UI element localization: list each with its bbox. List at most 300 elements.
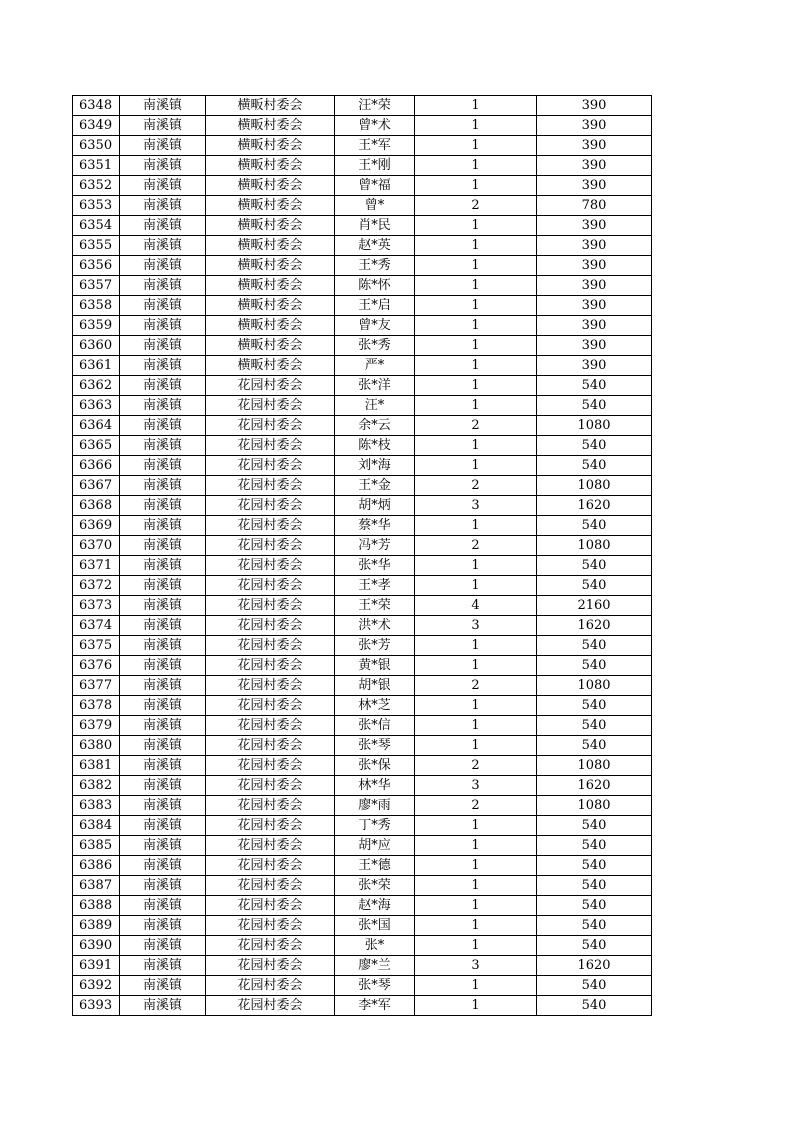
village-committee-cell: 花园村委会 (206, 976, 335, 996)
row-number-cell: 6393 (73, 996, 120, 1016)
amount-cell: 390 (537, 136, 652, 156)
town-cell: 南溪镇 (120, 716, 206, 736)
village-committee-cell: 花园村委会 (206, 736, 335, 756)
name-cell: 王*孝 (335, 576, 415, 596)
table-row (73, 96, 652, 116)
town-cell: 南溪镇 (120, 956, 206, 976)
table-row (73, 996, 652, 1016)
count-cell: 2 (415, 536, 537, 556)
name-cell: 严* (335, 356, 415, 376)
row-number-cell: 6364 (73, 416, 120, 436)
row-number-cell: 6388 (73, 896, 120, 916)
count-cell: 1 (415, 916, 537, 936)
table-row (73, 416, 652, 436)
table-row (73, 816, 652, 836)
village-committee-cell: 花园村委会 (206, 716, 335, 736)
row-number-cell: 6358 (73, 296, 120, 316)
row-number-cell: 6350 (73, 136, 120, 156)
row-number-cell: 6375 (73, 636, 120, 656)
row-number-cell: 6386 (73, 856, 120, 876)
town-cell: 南溪镇 (120, 976, 206, 996)
village-committee-cell: 横畈村委会 (206, 176, 335, 196)
town-cell: 南溪镇 (120, 916, 206, 936)
count-cell: 1 (415, 356, 537, 376)
town-cell: 南溪镇 (120, 336, 206, 356)
row-number-cell: 6366 (73, 456, 120, 476)
amount-cell: 540 (537, 436, 652, 456)
count-cell: 1 (415, 376, 537, 396)
table-row (73, 296, 652, 316)
amount-cell: 540 (537, 896, 652, 916)
village-committee-cell: 花园村委会 (206, 576, 335, 596)
table-row (73, 216, 652, 236)
row-number-cell: 6381 (73, 756, 120, 776)
count-cell: 1 (415, 576, 537, 596)
name-cell: 张*琴 (335, 736, 415, 756)
name-cell: 赵*海 (335, 896, 415, 916)
village-committee-cell: 花园村委会 (206, 896, 335, 916)
town-cell: 南溪镇 (120, 296, 206, 316)
village-committee-cell: 花园村委会 (206, 776, 335, 796)
amount-cell: 1080 (537, 796, 652, 816)
row-number-cell: 6387 (73, 876, 120, 896)
village-committee-cell: 横畈村委会 (206, 296, 335, 316)
row-number-cell: 6370 (73, 536, 120, 556)
count-cell: 1 (415, 936, 537, 956)
amount-cell: 540 (537, 736, 652, 756)
row-number-cell: 6356 (73, 256, 120, 276)
row-number-cell: 6391 (73, 956, 120, 976)
row-number-cell: 6351 (73, 156, 120, 176)
name-cell: 李*军 (335, 996, 415, 1016)
town-cell: 南溪镇 (120, 316, 206, 336)
name-cell: 肖*民 (335, 216, 415, 236)
amount-cell: 540 (537, 856, 652, 876)
town-cell: 南溪镇 (120, 876, 206, 896)
amount-cell: 390 (537, 116, 652, 136)
village-committee-cell: 横畈村委会 (206, 136, 335, 156)
town-cell: 南溪镇 (120, 496, 206, 516)
count-cell: 3 (415, 616, 537, 636)
table-row (73, 916, 652, 936)
amount-cell: 390 (537, 176, 652, 196)
row-number-cell: 6363 (73, 396, 120, 416)
amount-cell: 390 (537, 336, 652, 356)
name-cell: 张*秀 (335, 336, 415, 356)
row-number-cell: 6357 (73, 276, 120, 296)
count-cell: 1 (415, 336, 537, 356)
name-cell: 张*洋 (335, 376, 415, 396)
amount-cell: 540 (537, 376, 652, 396)
name-cell: 王*军 (335, 136, 415, 156)
name-cell: 余*云 (335, 416, 415, 436)
count-cell: 1 (415, 236, 537, 256)
table-row (73, 876, 652, 896)
village-committee-cell: 花园村委会 (206, 856, 335, 876)
count-cell: 1 (415, 176, 537, 196)
row-number-cell: 6360 (73, 336, 120, 356)
amount-cell: 540 (537, 396, 652, 416)
table-row (73, 976, 652, 996)
name-cell: 刘*海 (335, 456, 415, 476)
table-row (73, 696, 652, 716)
town-cell: 南溪镇 (120, 96, 206, 116)
village-committee-cell: 花园村委会 (206, 376, 335, 396)
count-cell: 1 (415, 296, 537, 316)
row-number-cell: 6352 (73, 176, 120, 196)
row-number-cell: 6372 (73, 576, 120, 596)
town-cell: 南溪镇 (120, 696, 206, 716)
village-committee-cell: 花园村委会 (206, 656, 335, 676)
count-cell: 1 (415, 696, 537, 716)
name-cell: 胡*炳 (335, 496, 415, 516)
table-row (73, 836, 652, 856)
row-number-cell: 6376 (73, 656, 120, 676)
count-cell: 1 (415, 896, 537, 916)
town-cell: 南溪镇 (120, 216, 206, 236)
count-cell: 3 (415, 956, 537, 976)
village-committee-cell: 花园村委会 (206, 516, 335, 536)
name-cell: 张* (335, 936, 415, 956)
amount-cell: 390 (537, 96, 652, 116)
count-cell: 2 (415, 796, 537, 816)
count-cell: 1 (415, 216, 537, 236)
village-committee-cell: 花园村委会 (206, 936, 335, 956)
row-number-cell: 6385 (73, 836, 120, 856)
amount-cell: 540 (537, 816, 652, 836)
row-number-cell: 6367 (73, 476, 120, 496)
name-cell: 王*金 (335, 476, 415, 496)
village-committee-cell: 横畈村委会 (206, 196, 335, 216)
village-committee-cell: 横畈村委会 (206, 236, 335, 256)
name-cell: 张*荣 (335, 876, 415, 896)
row-number-cell: 6384 (73, 816, 120, 836)
amount-cell: 540 (537, 656, 652, 676)
village-committee-cell: 横畈村委会 (206, 276, 335, 296)
table-row (73, 476, 652, 496)
amount-cell: 390 (537, 156, 652, 176)
row-number-cell: 6382 (73, 776, 120, 796)
table-row (73, 256, 652, 276)
town-cell: 南溪镇 (120, 856, 206, 876)
table-row (73, 156, 652, 176)
town-cell: 南溪镇 (120, 656, 206, 676)
amount-cell: 1080 (537, 676, 652, 696)
village-committee-cell: 花园村委会 (206, 596, 335, 616)
name-cell: 陈*怀 (335, 276, 415, 296)
count-cell: 1 (415, 436, 537, 456)
row-number-cell: 6359 (73, 316, 120, 336)
village-committee-cell: 花园村委会 (206, 496, 335, 516)
town-cell: 南溪镇 (120, 596, 206, 616)
table-row (73, 356, 652, 376)
name-cell: 王*德 (335, 856, 415, 876)
name-cell: 廖*雨 (335, 796, 415, 816)
table-row (73, 596, 652, 616)
town-cell: 南溪镇 (120, 776, 206, 796)
table-row (73, 176, 652, 196)
count-cell: 1 (415, 556, 537, 576)
amount-cell: 780 (537, 196, 652, 216)
amount-cell: 540 (537, 716, 652, 736)
row-number-cell: 6361 (73, 356, 120, 376)
count-cell: 1 (415, 836, 537, 856)
table-row (73, 336, 652, 356)
name-cell: 王*启 (335, 296, 415, 316)
count-cell: 2 (415, 676, 537, 696)
town-cell: 南溪镇 (120, 936, 206, 956)
table-row (73, 936, 652, 956)
count-cell: 1 (415, 316, 537, 336)
town-cell: 南溪镇 (120, 276, 206, 296)
amount-cell: 540 (537, 836, 652, 856)
row-number-cell: 6362 (73, 376, 120, 396)
row-number-cell: 6348 (73, 96, 120, 116)
town-cell: 南溪镇 (120, 836, 206, 856)
table-row (73, 556, 652, 576)
row-number-cell: 6380 (73, 736, 120, 756)
table-row (73, 716, 652, 736)
row-number-cell: 6383 (73, 796, 120, 816)
row-number-cell: 6390 (73, 936, 120, 956)
village-committee-cell: 横畈村委会 (206, 316, 335, 336)
amount-cell: 1620 (537, 956, 652, 976)
village-committee-cell: 花园村委会 (206, 756, 335, 776)
amount-cell: 540 (537, 916, 652, 936)
table-row (73, 576, 652, 596)
amount-cell: 1080 (537, 476, 652, 496)
amount-cell: 1080 (537, 756, 652, 776)
table-row (73, 856, 652, 876)
town-cell: 南溪镇 (120, 516, 206, 536)
table-row (73, 436, 652, 456)
name-cell: 林*华 (335, 776, 415, 796)
town-cell: 南溪镇 (120, 436, 206, 456)
name-cell: 林*芝 (335, 696, 415, 716)
village-committee-cell: 花园村委会 (206, 836, 335, 856)
amount-cell: 540 (537, 876, 652, 896)
count-cell: 1 (415, 516, 537, 536)
row-number-cell: 6374 (73, 616, 120, 636)
count-cell: 1 (415, 876, 537, 896)
count-cell: 3 (415, 496, 537, 516)
village-committee-cell: 横畈村委会 (206, 216, 335, 236)
village-committee-cell: 横畈村委会 (206, 156, 335, 176)
row-number-cell: 6369 (73, 516, 120, 536)
count-cell: 1 (415, 96, 537, 116)
table-row (73, 616, 652, 636)
row-number-cell: 6378 (73, 696, 120, 716)
table-row (73, 196, 652, 216)
row-number-cell: 6392 (73, 976, 120, 996)
count-cell: 1 (415, 116, 537, 136)
name-cell: 冯*芳 (335, 536, 415, 556)
amount-cell: 540 (537, 696, 652, 716)
town-cell: 南溪镇 (120, 556, 206, 576)
table-row (73, 116, 652, 136)
amount-cell: 390 (537, 296, 652, 316)
village-committee-cell: 花园村委会 (206, 876, 335, 896)
amount-cell: 540 (537, 576, 652, 596)
amount-cell: 540 (537, 996, 652, 1016)
town-cell: 南溪镇 (120, 456, 206, 476)
table-row (73, 656, 652, 676)
village-committee-cell: 花园村委会 (206, 996, 335, 1016)
row-number-cell: 6373 (73, 596, 120, 616)
town-cell: 南溪镇 (120, 736, 206, 756)
table-row (73, 536, 652, 556)
town-cell: 南溪镇 (120, 896, 206, 916)
row-number-cell: 6389 (73, 916, 120, 936)
table-row (73, 276, 652, 296)
name-cell: 王*荣 (335, 596, 415, 616)
town-cell: 南溪镇 (120, 756, 206, 776)
count-cell: 1 (415, 156, 537, 176)
village-committee-cell: 花园村委会 (206, 536, 335, 556)
amount-cell: 1620 (537, 776, 652, 796)
amount-cell: 540 (537, 636, 652, 656)
town-cell: 南溪镇 (120, 376, 206, 396)
table-row (73, 756, 652, 776)
town-cell: 南溪镇 (120, 116, 206, 136)
count-cell: 1 (415, 256, 537, 276)
amount-cell: 540 (537, 516, 652, 536)
count-cell: 3 (415, 776, 537, 796)
town-cell: 南溪镇 (120, 416, 206, 436)
name-cell: 洪*术 (335, 616, 415, 636)
village-committee-cell: 花园村委会 (206, 916, 335, 936)
row-number-cell: 6365 (73, 436, 120, 456)
town-cell: 南溪镇 (120, 136, 206, 156)
row-number-cell: 6371 (73, 556, 120, 576)
village-committee-cell: 花园村委会 (206, 636, 335, 656)
village-committee-cell: 横畈村委会 (206, 256, 335, 276)
name-cell: 张*琴 (335, 976, 415, 996)
row-number-cell: 6377 (73, 676, 120, 696)
table-row (73, 676, 652, 696)
count-cell: 1 (415, 136, 537, 156)
row-number-cell: 6353 (73, 196, 120, 216)
town-cell: 南溪镇 (120, 236, 206, 256)
amount-cell: 540 (537, 936, 652, 956)
count-cell: 1 (415, 996, 537, 1016)
town-cell: 南溪镇 (120, 576, 206, 596)
count-cell: 1 (415, 456, 537, 476)
table-row (73, 136, 652, 156)
name-cell: 蔡*华 (335, 516, 415, 536)
count-cell: 1 (415, 736, 537, 756)
table-row (73, 776, 652, 796)
amount-cell: 540 (537, 976, 652, 996)
village-committee-cell: 花园村委会 (206, 816, 335, 836)
table-row (73, 236, 652, 256)
table-row (73, 316, 652, 336)
amount-cell: 1080 (537, 416, 652, 436)
table-row (73, 736, 652, 756)
count-cell: 1 (415, 976, 537, 996)
town-cell: 南溪镇 (120, 676, 206, 696)
amount-cell: 390 (537, 276, 652, 296)
name-cell: 赵*英 (335, 236, 415, 256)
name-cell: 汪*荣 (335, 96, 415, 116)
village-committee-cell: 花园村委会 (206, 416, 335, 436)
row-number-cell: 6379 (73, 716, 120, 736)
village-committee-cell: 花园村委会 (206, 796, 335, 816)
name-cell: 曾*友 (335, 316, 415, 336)
count-cell: 1 (415, 396, 537, 416)
town-cell: 南溪镇 (120, 476, 206, 496)
name-cell: 廖*兰 (335, 956, 415, 976)
amount-cell: 390 (537, 216, 652, 236)
town-cell: 南溪镇 (120, 156, 206, 176)
table-row (73, 956, 652, 976)
town-cell: 南溪镇 (120, 996, 206, 1016)
town-cell: 南溪镇 (120, 396, 206, 416)
name-cell: 张*芳 (335, 636, 415, 656)
village-committee-cell: 花园村委会 (206, 696, 335, 716)
name-cell: 张*国 (335, 916, 415, 936)
count-cell: 2 (415, 416, 537, 436)
village-committee-cell: 花园村委会 (206, 456, 335, 476)
town-cell: 南溪镇 (120, 616, 206, 636)
name-cell: 张*华 (335, 556, 415, 576)
count-cell: 1 (415, 716, 537, 736)
count-cell: 2 (415, 756, 537, 776)
data-table (72, 95, 652, 1016)
table-row (73, 516, 652, 536)
count-cell: 2 (415, 196, 537, 216)
count-cell: 1 (415, 276, 537, 296)
name-cell: 曾*术 (335, 116, 415, 136)
row-number-cell: 6368 (73, 496, 120, 516)
town-cell: 南溪镇 (120, 356, 206, 376)
village-committee-cell: 花园村委会 (206, 436, 335, 456)
table-row (73, 896, 652, 916)
amount-cell: 540 (537, 556, 652, 576)
town-cell: 南溪镇 (120, 256, 206, 276)
town-cell: 南溪镇 (120, 816, 206, 836)
village-committee-cell: 花园村委会 (206, 676, 335, 696)
name-cell: 曾*福 (335, 176, 415, 196)
town-cell: 南溪镇 (120, 796, 206, 816)
name-cell: 曾* (335, 196, 415, 216)
table-row (73, 636, 652, 656)
name-cell: 陈*枝 (335, 436, 415, 456)
row-number-cell: 6355 (73, 236, 120, 256)
name-cell: 张*信 (335, 716, 415, 736)
amount-cell: 1620 (537, 496, 652, 516)
village-committee-cell: 横畈村委会 (206, 96, 335, 116)
amount-cell: 540 (537, 456, 652, 476)
amount-cell: 390 (537, 236, 652, 256)
name-cell: 王*秀 (335, 256, 415, 276)
town-cell: 南溪镇 (120, 196, 206, 216)
count-cell: 1 (415, 856, 537, 876)
amount-cell: 1620 (537, 616, 652, 636)
table-row (73, 456, 652, 476)
row-number-cell: 6354 (73, 216, 120, 236)
amount-cell: 2160 (537, 596, 652, 616)
village-committee-cell: 花园村委会 (206, 556, 335, 576)
name-cell: 汪* (335, 396, 415, 416)
village-committee-cell: 横畈村委会 (206, 356, 335, 376)
name-cell: 黄*银 (335, 656, 415, 676)
village-committee-cell: 横畈村委会 (206, 336, 335, 356)
name-cell: 丁*秀 (335, 816, 415, 836)
name-cell: 胡*应 (335, 836, 415, 856)
table-row (73, 396, 652, 416)
table-row (73, 796, 652, 816)
